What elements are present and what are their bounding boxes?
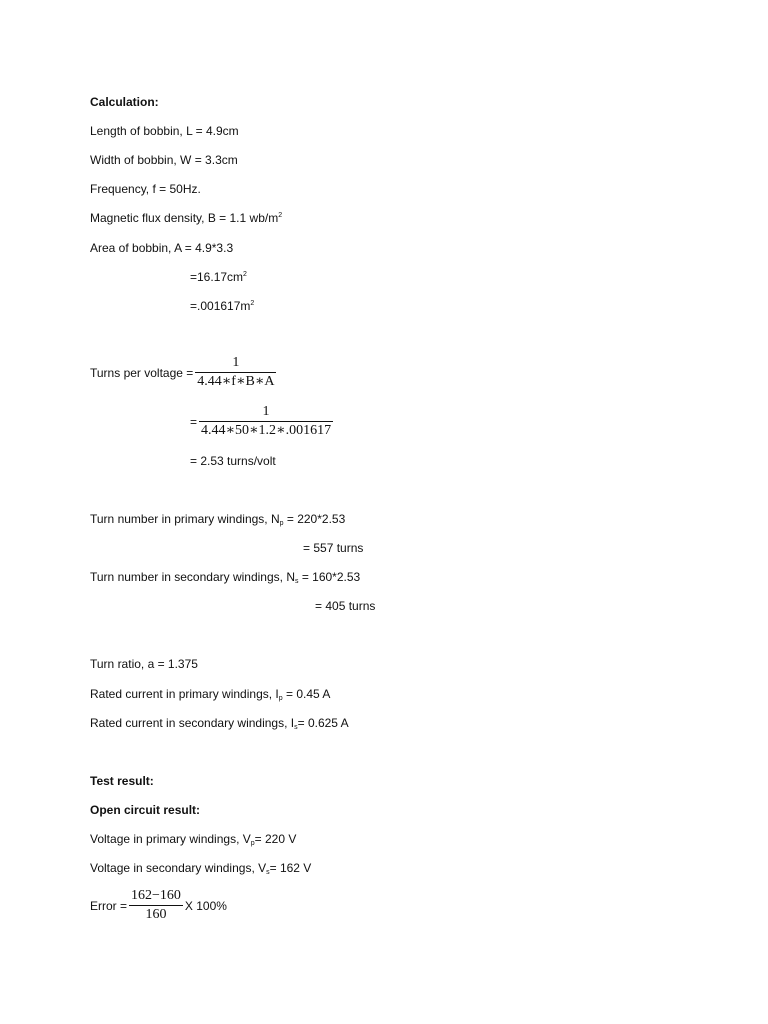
primary-current-subscript: p bbox=[278, 695, 283, 702]
primary-voltage bbox=[90, 831, 296, 847]
primary-turns-subscript: p bbox=[279, 520, 284, 527]
primary-turns bbox=[90, 511, 345, 527]
error-suffix: X 100% bbox=[184, 898, 227, 913]
bobbin-area: Area of bobbin, A = 4.9*3.3 bbox=[90, 241, 234, 255]
flux-density-text: Magnetic flux density, B = 1.1 wb/m bbox=[90, 211, 279, 225]
calculation-heading: Calculation: bbox=[90, 95, 159, 109]
turns-per-volt-result: = 2.53 turns/volt bbox=[190, 454, 276, 468]
fraction-denominator: 4.44∗50∗1.2∗.001617 bbox=[201, 423, 332, 438]
primary-current-text: Rated current in primary windings, I bbox=[90, 687, 279, 701]
primary-turns-result: = 557 turns bbox=[303, 541, 364, 555]
turns-per-voltage-label: Turns per voltage = bbox=[90, 365, 194, 380]
secondary-turns-subscript: s bbox=[294, 578, 299, 585]
primary-current bbox=[90, 686, 330, 702]
turn-ratio: Turn ratio, a = 1.375 bbox=[90, 657, 198, 671]
fraction-denominator: 4.44∗f∗B∗A bbox=[197, 374, 275, 389]
area-m2-text: =.001617m bbox=[190, 299, 251, 313]
secondary-voltage bbox=[90, 860, 311, 876]
turns-per-voltage-fraction bbox=[195, 355, 276, 390]
secondary-current-text: Rated current in secondary windings, I bbox=[90, 716, 295, 730]
test-result-heading: Test result: bbox=[90, 774, 154, 788]
error-label: Error = bbox=[90, 898, 128, 913]
error-formula bbox=[90, 888, 227, 923]
secondary-turns-result: = 405 turns bbox=[315, 599, 376, 613]
flux-density bbox=[90, 210, 282, 226]
area-cm2 bbox=[190, 269, 247, 285]
substituted-fraction bbox=[199, 404, 333, 439]
flux-density-exponent: 2 bbox=[278, 212, 283, 219]
secondary-turns-value: = 160*2.53 bbox=[298, 570, 361, 584]
turns-per-voltage-formula bbox=[90, 355, 278, 390]
secondary-turns bbox=[90, 569, 360, 585]
secondary-voltage-subscript: s bbox=[266, 869, 270, 876]
fraction-numerator: 1 bbox=[232, 355, 240, 370]
secondary-turns-text: Turn number in secondary windings, N bbox=[90, 570, 295, 584]
area-m2 bbox=[190, 298, 254, 314]
area-m2-exponent: 2 bbox=[250, 300, 255, 307]
secondary-current-subscript: s bbox=[294, 724, 298, 731]
fraction-denominator: 160 bbox=[145, 907, 167, 922]
primary-current-value: = 0.45 A bbox=[282, 687, 331, 701]
area-cm2-exponent: 2 bbox=[243, 271, 247, 278]
primary-turns-value: = 220*2.53 bbox=[283, 512, 346, 526]
open-circuit-heading: Open circuit result: bbox=[90, 803, 201, 817]
primary-turns-text: Turn number in primary windings, N bbox=[90, 512, 280, 526]
fraction-numerator: 162−160 bbox=[131, 888, 181, 903]
primary-voltage-value: = 220 V bbox=[254, 832, 297, 846]
fraction-numerator: 1 bbox=[262, 404, 270, 419]
frequency: Frequency, f = 50Hz. bbox=[90, 182, 201, 196]
primary-voltage-subscript: p bbox=[250, 840, 255, 847]
primary-voltage-text: Voltage in primary windings, V bbox=[90, 832, 251, 846]
bobbin-width: Width of bobbin, W = 3.3cm bbox=[90, 153, 238, 167]
secondary-voltage-value: = 162 V bbox=[269, 861, 312, 875]
secondary-current bbox=[90, 715, 349, 731]
area-cm2-text: =16.17cm bbox=[190, 270, 244, 284]
bobbin-length: Length of bobbin, L = 4.9cm bbox=[90, 124, 239, 138]
equals-sign: = bbox=[190, 414, 198, 429]
error-fraction bbox=[129, 888, 183, 923]
secondary-current-value: = 0.625 A bbox=[297, 716, 349, 730]
turns-per-voltage-substituted bbox=[190, 404, 335, 439]
secondary-voltage-text: Voltage in secondary windings, V bbox=[90, 861, 267, 875]
